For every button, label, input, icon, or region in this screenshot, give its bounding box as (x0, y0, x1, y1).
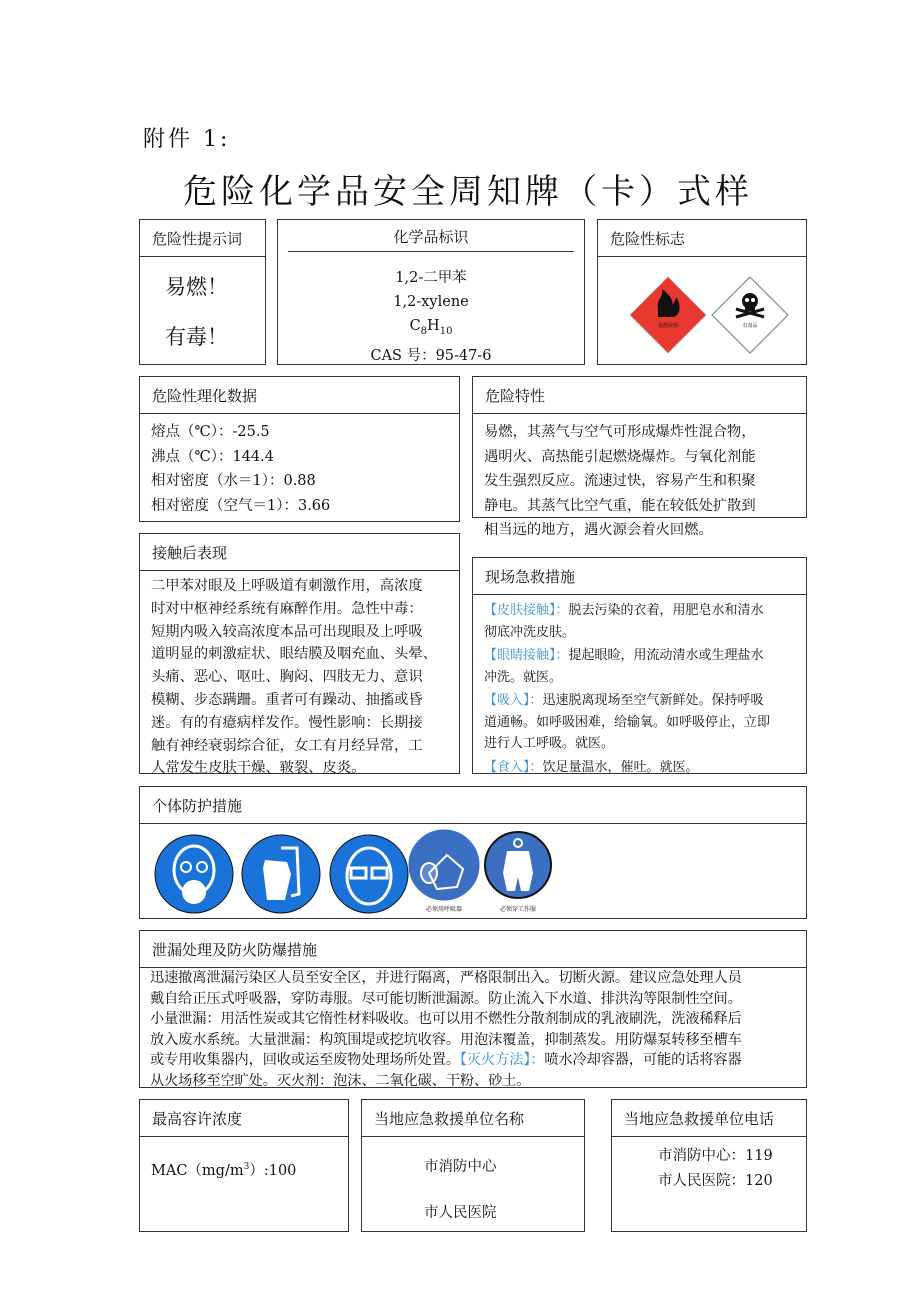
gas-mask-icon (154, 834, 234, 914)
first-aid-skin: 【皮肤接触】：脱去污染的衣着，用肥皂水和清水 彻底冲洗皮肤。 (484, 603, 764, 640)
hazard-words-box (139, 219, 266, 365)
section-header: 个体防护措施 (140, 787, 806, 824)
rescue-phone: 市人民医院：120 (658, 1173, 773, 1189)
section-header: 接触后表现 (140, 534, 459, 571)
mac-value: $MAC(mg/m^3):100$ (151, 1162, 297, 1179)
leak-text: 迅速撤离泄漏污染区人员至安全区，并进行隔离，严格限制出入。切断火源。建议应急处理人员 戴自给正压式呼吸器，穿防毒服。尽可能切断泄漏源。防止流入下水道、排洪沟等限制性空间。 小量泄漏：用活性炭或其它惰性材料吸收。也可以用不燃性分散剂制成的乳液刷洗，洗液稀释后 放入废水系统。大量泄漏：构筑围堤或挖坑收容。用泡沫覆盖，抑制蒸发。用防爆泵转移至槽车 或专用收集器内，回收或运至废物处理场所处置。【灭火方法】：喷水冷却容器，可能的话将容器 从火场移至空旷处。灭火剂：泡沫、二氧化碳、干粉、砂土。 (150, 970, 742, 1089)
hazard-word: 有毒！ (165, 325, 228, 349)
section-header: 当地应急救援单位电话 (612, 1100, 806, 1137)
cas-number: CAS 号：95-47-6 (370, 347, 492, 364)
mac-box (139, 1099, 349, 1232)
melting-point: 熔点（℃）：-25.5 (151, 424, 270, 440)
flame-icon (628, 275, 708, 355)
rescue-units-box (361, 1099, 585, 1232)
chem-name-cn: 1,2-二甲苯 (395, 270, 467, 286)
first-aid-box (472, 557, 807, 774)
section-header: 现场急救措施 (473, 558, 806, 595)
density-air: 相对密度（空气＝1）：3.66 (151, 497, 331, 514)
first-aid-text (473, 600, 806, 778)
svg-text:易燃液体: 易燃液体 (657, 323, 679, 329)
ppe-box (139, 786, 807, 919)
section-header: 危险性提示词 (140, 220, 265, 257)
rescue-unit: 市人民医院 (424, 1205, 497, 1221)
first-aid-eyes: 【眼睛接触】：提起眼睑，用流动清水或生理盐水 冲洗。就医。 (484, 648, 764, 685)
section-header: 化学品标识 (288, 220, 574, 252)
hazard-signs-box (597, 219, 807, 365)
chem-formula: $C_8H_{10}$ (409, 318, 453, 337)
rescue-phone: 市消防中心：119 (658, 1148, 773, 1164)
hazard-properties-text: 易燃，其蒸气与空气可形成爆炸性混合物， 遇明火、高热能引起燃烧爆炸。与氧化剂能 发生强烈反应。流速过快，容易产生和积聚 静电。其蒸气比空气重，能在较低处扩散到 相当远的地方，遇火源会着火回燃。 (484, 424, 756, 538)
goggles-icon (329, 834, 409, 914)
physchem-data (140, 420, 459, 518)
section-header: 当地应急救援单位名称 (362, 1100, 584, 1137)
work-clothes-icon (483, 829, 553, 915)
leak-fire-box (139, 930, 807, 1088)
chem-name-en: 1,2-xylene (393, 294, 469, 310)
first-aid-ingestion: 【食入】：饮足量温水，催吐。就医。 (484, 759, 699, 775)
attachment-label: 附件 1: (143, 127, 231, 152)
physchem-box (139, 376, 460, 522)
hazard-words (165, 262, 228, 362)
svg-text:有毒品: 有毒品 (742, 323, 758, 329)
svg-text:必须穿工作服: 必须穿工作服 (499, 906, 537, 913)
boiling-point: 沸点（℃）：144.4 (151, 448, 274, 465)
svg-text:必须用呼吸器: 必须用呼吸器 (425, 906, 463, 913)
rescue-phones-box (611, 1099, 807, 1232)
exposure-box (139, 533, 460, 777)
section-header: 危险性理化数据 (140, 377, 459, 414)
chemical-id-box (277, 219, 585, 365)
rescue-unit: 市消防中心 (424, 1159, 497, 1175)
skull-icon (710, 275, 790, 355)
section-header: 泄漏处理及防火防爆措施 (140, 931, 806, 968)
page-title: 危险化学品安全周知牌（卡）式样 (183, 172, 753, 212)
first-aid-inhalation: 【吸入】：迅速脱离现场至空气新鲜处。保持呼吸 道通畅。如呼吸困难，给输氧。如呼吸停止，立即 进行人工呼吸。就医。 (484, 693, 771, 751)
section-header: 最高容许浓度 (140, 1100, 348, 1137)
section-header: 危险特性 (473, 377, 806, 414)
hazard-word: 易燃！ (165, 275, 228, 299)
exposure-text: 二甲苯对眼及上呼吸道有刺激作用，高浓度 时对中枢神经系统有麻醉作用。急性中毒： 短期内吸入较高浓度本品可出现眼及上呼吸 道明显的刺激症状、眼结膜及咽充血、头晕、 头痛、恶心、呕吐、胸闷、四肢无力、意识 模糊、步态蹒跚。重者可有躁动、抽搐或昏 迷。有的有癔病样发作。慢性影响：长期接 触有神经衰弱综合征，女工有月经异常，工 人常发生皮肤干燥、皲裂、皮炎。 (151, 578, 437, 777)
respirator-icon (407, 829, 481, 915)
gloves-icon (241, 834, 321, 914)
hazard-properties-box (472, 376, 807, 538)
section-header: 危险性标志 (598, 220, 806, 257)
density-water: 相对密度（水＝1）：0.88 (151, 473, 316, 489)
